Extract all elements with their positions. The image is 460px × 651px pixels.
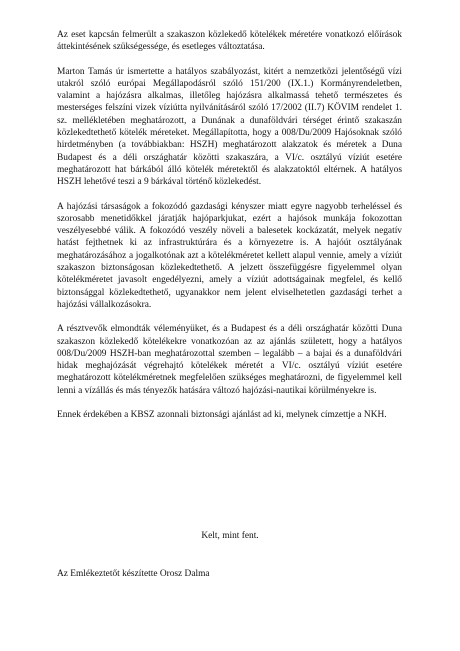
author-line: Az Emlékeztetőt készítette Orosz Dalma: [57, 569, 210, 579]
paragraph-conclusion: Ennek érdekében a KBSZ azonnali biztonsági ajánlást ad ki, melynek címzettje a NKH.: [57, 410, 387, 421]
paragraph-economic-pressure: A hajózási társaságok a fokozódó gazdasági kényszer miatt egyre nagyobb terheléssel és szorosabb menetidőkkel járatják hajóparkjukat, ezért a hajósok munkája fokozottan veszélyesebbé válik. A fokozódó veszély növeli a balesetek kockázatát, melyek negatív hatást fejthetnek ki az infrastruktúrára és a környezetre is. A hajóút osztályának meghatározásához a jogalkotónak azt a kötelékméretet kellett alapul vennie, amely a víziút szakaszon biztonságosan közlekedtethető. A jelzett összefüggésre figyelemmel olyan kötelékméretet javasolt engedélyezni, amely a víziút adottságainak megfelel, és kellő biztonsággal közlekedtethető, ugyanakkor nem jelent elviselhetetlen gazdasági terhet a hajózási vállalkozásokra.: [57, 201, 402, 310]
paragraph-regulation: Marton Tamás úr ismertette a hatályos szabályozást, kitért a nemzetközi jelentőségű vízi utakról szóló európai Megállapodásról szóló 151/200 (IX.1.) Kormányrendeletben, valamint a hajózásra alkalmas, illetőleg hajózásra alkalmassá tehető természetes és mesterséges felszíni vizek víziútta nyilvánításáról szóló 17/2002 (II.7) KÖVIM rendelet 1. sz. mellékletében meghatározott, a Dunának a dunaföldvári térséget érintő szakaszán közlekedtethető kötelék méreteket. Megállapította, hogy a 008/Du/2009 Hajósoknak szóló hirdetményben (a továbbiakban: HSZH) meghatározott alakzatok és méretek a Duna Budapest és a déli országhatár közötti szakaszára, a VI/c. osztályú víziút esetére meghatározott hat bárkából álló kötelék méretektől és alakzatoktól eltérnek. A hatályos HSZH lehetővé teszi a 9 bárkával történő közlekedést.: [57, 66, 402, 188]
document-body: [57, 29, 402, 433]
paragraph-recommendation: A résztvevők elmondták véleményüket, és a Budapest és a déli országhatár közötti Duna szakaszon közlekedő kötelékekre vonatkozóan az az ajánlás született, hogy a hatályos 008/Du/2009 HSZH-ban meghatározottal szemben – legalább – a bajai és a dunaföldvári hidak meghajózását végrehajtó kötelékek méretét a VI/c. osztályú víziút esetére meghatározott kötelékméretnek megfelelően szükséges meghatározni, de figyelemmel kell lenni a vízállás és más tényezők hatására változó hajózási-nautikai körülményekre is.: [57, 324, 402, 396]
closing-line: Kelt, mint fent.: [201, 531, 259, 541]
paragraph-intro: Az eset kapcsán felmerült a szakaszon közlekedő kötelékek méretére vonatkozó előírások áttekintésének szükségessége, és esetleges változtatása.: [57, 30, 402, 53]
